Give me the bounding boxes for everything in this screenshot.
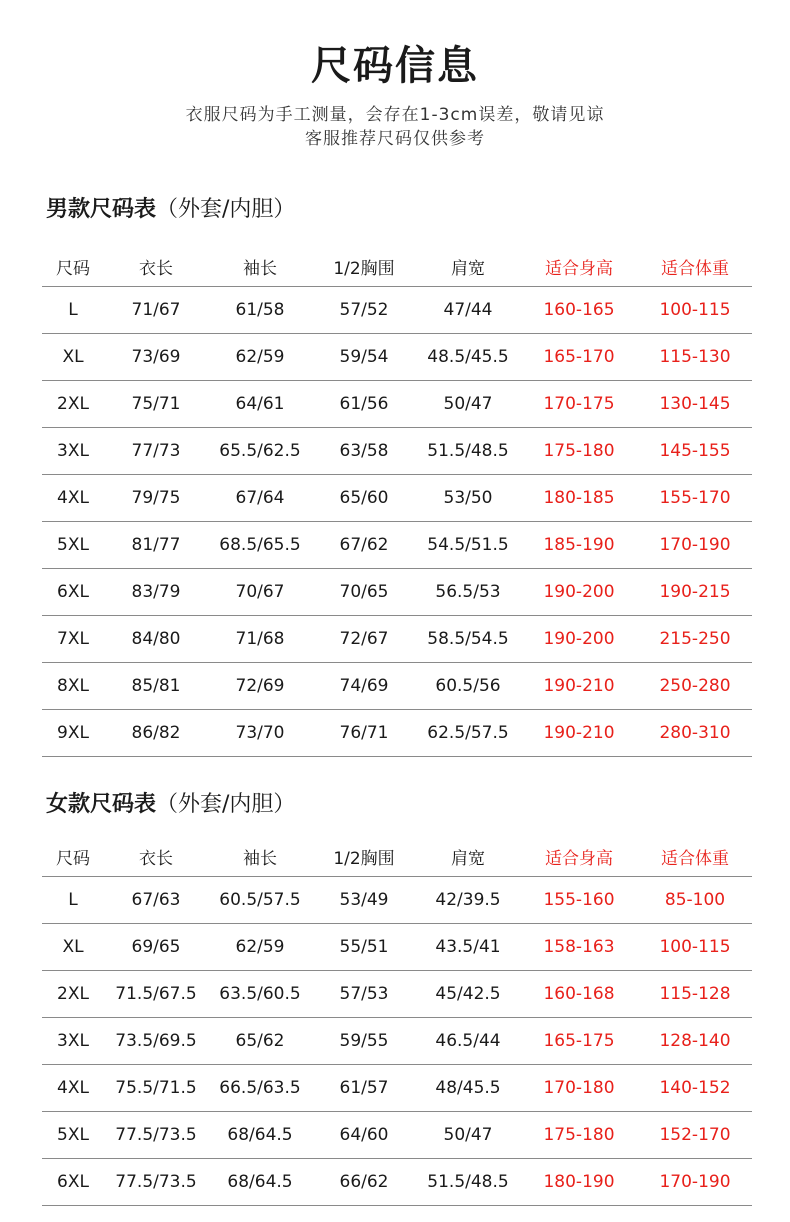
table-cell: XL [62, 937, 84, 957]
table-row [42, 877, 752, 924]
table-cell: 86/82 [131, 723, 181, 743]
table-cell: 72/67 [339, 629, 389, 649]
table-cell: 6XL [57, 1172, 89, 1192]
table-cell: 85/81 [131, 676, 181, 696]
table-cell: 155-160 [543, 890, 615, 910]
table-cell: 180-185 [543, 488, 615, 508]
table-cell: 51.5/48.5 [427, 441, 509, 461]
table-cell: 152-170 [659, 1125, 731, 1145]
table-cell: 73.5/69.5 [115, 1031, 197, 1051]
table-cell: 61/56 [339, 394, 389, 414]
table-cell: 3XL [57, 1031, 89, 1051]
table-cell: 68/64.5 [227, 1172, 293, 1192]
table-cell: 3XL [57, 441, 89, 461]
table-cell: 155-170 [659, 488, 731, 508]
table-cell: 160-165 [543, 300, 615, 320]
table-cell: 75/71 [131, 394, 181, 414]
men-size-table [42, 246, 752, 757]
table-cell: 64/61 [235, 394, 285, 414]
table-cell: 56.5/53 [435, 582, 501, 602]
table-row [42, 522, 752, 569]
table-cell: 190-210 [543, 723, 615, 743]
table-cell: 42/39.5 [435, 890, 501, 910]
table-cell: 6XL [57, 582, 89, 602]
women-size-table [42, 836, 752, 1206]
table-cell: 165-175 [543, 1031, 615, 1051]
table-cell: 65/62 [235, 1031, 285, 1051]
table-cell: 190-200 [543, 629, 615, 649]
table-row [42, 924, 752, 971]
table-row [42, 1112, 752, 1159]
men-table-body [42, 287, 752, 757]
table-cell: 145-155 [659, 441, 731, 461]
table-cell: 51.5/48.5 [427, 1172, 509, 1192]
table-cell: 58.5/54.5 [427, 629, 509, 649]
women-section-title-sub: （外套/内胆） [156, 792, 296, 817]
table-cell: 170-175 [543, 394, 615, 414]
table-cell: 55/51 [339, 937, 389, 957]
table-cell: 115-128 [659, 984, 731, 1004]
table-cell: 79/75 [131, 488, 181, 508]
table-cell: 128-140 [659, 1031, 731, 1051]
table-cell: 71/67 [131, 300, 181, 320]
table-cell: 170-180 [543, 1078, 615, 1098]
table-cell: 69/65 [131, 937, 181, 957]
table-cell: 54.5/51.5 [427, 535, 509, 555]
table-cell: 59/55 [339, 1031, 389, 1051]
table-cell: 63.5/60.5 [219, 984, 301, 1004]
table-cell: 4XL [57, 488, 89, 508]
header-shoulder: 肩宽 [451, 848, 485, 869]
table-cell: 250-280 [659, 676, 731, 696]
table-cell: 77.5/73.5 [115, 1172, 197, 1192]
table-cell: 65.5/62.5 [219, 441, 301, 461]
table-row [42, 381, 752, 428]
table-cell: 60.5/57.5 [219, 890, 301, 910]
table-cell: 45/42.5 [435, 984, 501, 1004]
table-cell: 74/69 [339, 676, 389, 696]
table-cell: 115-130 [659, 347, 731, 367]
table-cell: 190-200 [543, 582, 615, 602]
table-cell: 76/71 [339, 723, 389, 743]
table-cell: 160-168 [543, 984, 615, 1004]
table-row [42, 663, 752, 710]
header-length: 衣长 [139, 848, 173, 869]
table-cell: 100-115 [659, 300, 731, 320]
header-sleeve: 袖长 [243, 258, 277, 279]
table-cell: 165-170 [543, 347, 615, 367]
header-size: 尺码 [56, 258, 90, 279]
table-cell: 59/54 [339, 347, 389, 367]
men-section-title [46, 192, 295, 223]
table-cell: 48.5/45.5 [427, 347, 509, 367]
table-cell: 130-145 [659, 394, 731, 414]
table-cell: 77/73 [131, 441, 181, 461]
table-cell: XL [62, 347, 84, 367]
header-sleeve: 袖长 [243, 848, 277, 869]
table-row [42, 1018, 752, 1065]
women-section-title [46, 787, 295, 818]
table-row [42, 1065, 752, 1112]
table-cell: 61/57 [339, 1078, 389, 1098]
table-cell: 140-152 [659, 1078, 731, 1098]
women-table-body [42, 877, 752, 1206]
table-cell: 8XL [57, 676, 89, 696]
table-cell: 53/49 [339, 890, 389, 910]
header-size: 尺码 [56, 848, 90, 869]
table-cell: 85-100 [664, 890, 726, 910]
table-cell: 64/60 [339, 1125, 389, 1145]
table-cell: 215-250 [659, 629, 731, 649]
table-cell: 81/77 [131, 535, 181, 555]
header-weight: 适合体重 [661, 848, 729, 869]
table-row [42, 475, 752, 522]
table-cell: 62.5/57.5 [427, 723, 509, 743]
table-cell: 77.5/73.5 [115, 1125, 197, 1145]
recommendation-note: 客服推荐尺码仅供参考 [305, 129, 485, 149]
table-cell: 67/64 [235, 488, 285, 508]
table-row [42, 569, 752, 616]
table-cell: 2XL [57, 394, 89, 414]
table-cell: 46.5/44 [435, 1031, 501, 1051]
table-cell: 175-180 [543, 1125, 615, 1145]
table-cell: 73/69 [131, 347, 181, 367]
table-cell: 190-210 [543, 676, 615, 696]
table-cell: 70/65 [339, 582, 389, 602]
table-row [42, 334, 752, 381]
table-cell: 4XL [57, 1078, 89, 1098]
table-cell: 71/68 [235, 629, 285, 649]
table-row [42, 971, 752, 1018]
table-cell: 48/45.5 [435, 1078, 501, 1098]
header-shoulder: 肩宽 [451, 258, 485, 279]
table-cell: 61/58 [235, 300, 285, 320]
table-cell: 175-180 [543, 441, 615, 461]
table-cell: 7XL [57, 629, 89, 649]
table-cell: 75.5/71.5 [115, 1078, 197, 1098]
header-half-chest: 1/2胸围 [333, 258, 395, 279]
table-cell: L [68, 300, 78, 320]
table-cell: 57/52 [339, 300, 389, 320]
table-cell: 2XL [57, 984, 89, 1004]
header-length: 衣长 [139, 258, 173, 279]
table-cell: 53/50 [443, 488, 493, 508]
table-cell: 280-310 [659, 723, 731, 743]
men-section-title-main: 男款尺码表 [46, 197, 157, 222]
table-cell: 67/63 [131, 890, 181, 910]
women-table-header [42, 836, 752, 877]
table-cell: 66.5/63.5 [219, 1078, 301, 1098]
table-row [42, 616, 752, 663]
men-table-header [42, 246, 752, 287]
table-cell: 60.5/56 [435, 676, 501, 696]
table-cell: 83/79 [131, 582, 181, 602]
men-section-title-sub: （外套/内胆） [156, 197, 296, 222]
table-cell: 72/69 [235, 676, 285, 696]
header-height: 适合身高 [545, 848, 613, 869]
table-cell: 68/64.5 [227, 1125, 293, 1145]
table-cell: 70/67 [235, 582, 285, 602]
page-title: 尺码信息 [311, 43, 479, 89]
table-cell: 62/59 [235, 347, 285, 367]
header-half-chest: 1/2胸围 [333, 848, 395, 869]
header-weight: 适合体重 [661, 258, 729, 279]
table-cell: 57/53 [339, 984, 389, 1004]
table-cell: 185-190 [543, 535, 615, 555]
table-cell: 180-190 [543, 1172, 615, 1192]
table-cell: 170-190 [659, 535, 731, 555]
table-row [42, 287, 752, 334]
table-cell: 71.5/67.5 [115, 984, 197, 1004]
table-cell: 65/60 [339, 488, 389, 508]
table-cell: 190-215 [659, 582, 731, 602]
table-cell: 158-163 [543, 937, 615, 957]
table-row [42, 428, 752, 475]
table-cell: 50/47 [443, 394, 493, 414]
table-cell: 66/62 [339, 1172, 389, 1192]
table-cell: 62/59 [235, 937, 285, 957]
table-cell: 47/44 [443, 300, 493, 320]
header-height: 适合身高 [545, 258, 613, 279]
table-cell: 73/70 [235, 723, 285, 743]
table-cell: 68.5/65.5 [219, 535, 301, 555]
table-cell: 5XL [57, 1125, 89, 1145]
table-cell: 5XL [57, 535, 89, 555]
table-cell: 67/62 [339, 535, 389, 555]
table-cell: L [68, 890, 78, 910]
table-cell: 9XL [57, 723, 89, 743]
table-cell: 100-115 [659, 937, 731, 957]
table-row [42, 710, 752, 757]
measurement-note: 衣服尺码为手工测量，会存在1-3cm误差，敬请见谅 [185, 105, 605, 125]
table-row [42, 1159, 752, 1206]
table-cell: 43.5/41 [435, 937, 501, 957]
table-cell: 170-190 [659, 1172, 731, 1192]
table-cell: 63/58 [339, 441, 389, 461]
table-cell: 50/47 [443, 1125, 493, 1145]
women-section-title-main: 女款尺码表 [46, 792, 157, 817]
table-cell: 84/80 [131, 629, 181, 649]
